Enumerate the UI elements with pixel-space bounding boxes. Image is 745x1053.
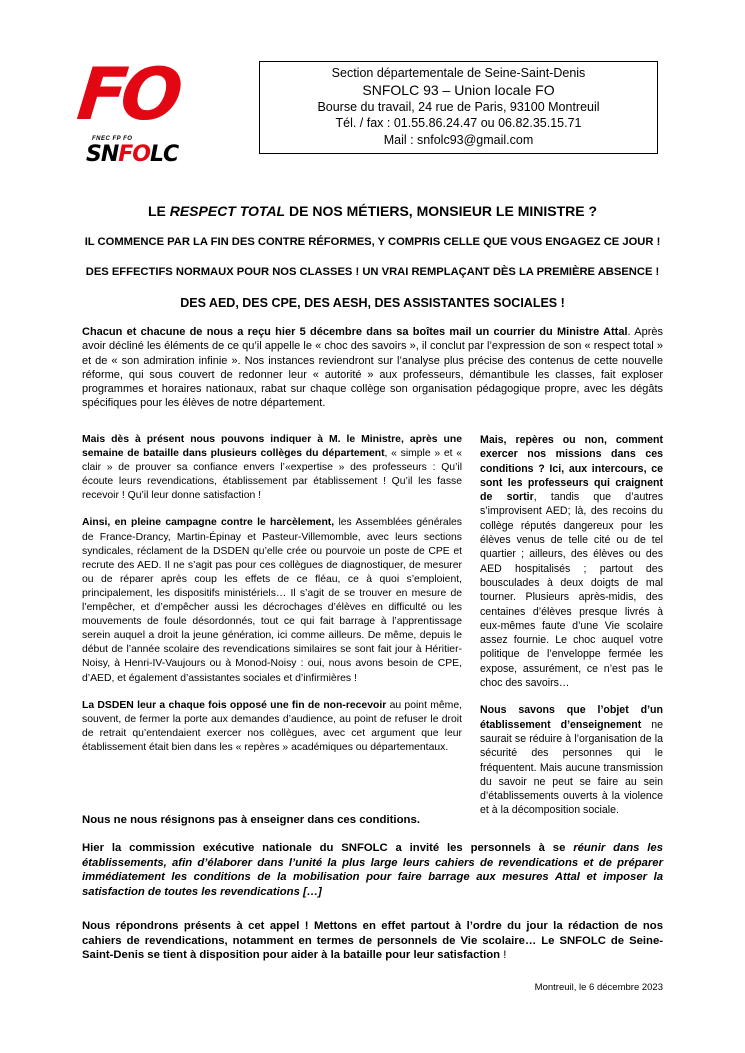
logo-fnec-label: FNEC FP FO: [92, 136, 133, 142]
header-address-line: Bourse du travail, 24 rue de Paris, 93100 Montreuil: [317, 99, 600, 114]
date-signature: Montreuil, le 6 décembre 2023: [534, 982, 663, 993]
right-p1-text: , tandis que d’autres s’improvisent AED; là, des recoins du collège réputés dangereux pour les élèves venus de telle cité ou de tel quartier ; ailleurs, des élèves ou des AED hospitalisés ; partout des bousculades à deux doigts de mal tourner. Plusieurs après-midis, des centaines d’élèves presque livrés à eux-mêmes faute d’une Vie scolaire assez fournie. Le choc auquel votre politique de l’enveloppe fermée les expose, assurément, ce n’est pas le choc des savoirs…: [480, 491, 663, 690]
fo-snfolc-logo: [73, 52, 188, 172]
intro-paragraph: [82, 325, 663, 411]
right-column: [480, 433, 663, 831]
logo-fo-letters: FO: [73, 52, 181, 136]
right-paragraph-1: [480, 433, 663, 690]
national-call-paragraph: [82, 841, 663, 899]
left-p2-bold: Ainsi, en pleine campagne contre le harcèlement,: [82, 517, 335, 529]
left-paragraph-2: [82, 516, 462, 685]
header-phone-line: Tél. / fax : 01.55.86.24.47 ou 06.82.35.15.71: [335, 116, 582, 130]
right-p2-text: ne saurait se réduire à l’organisation de la sécurité des personnes qui le fréquentent. Mais aucune transmission du savoir ne peut se faire au sein d’établissements ouverts à la violence et à la décomposition sociale.: [480, 718, 664, 817]
right-paragraph-2: [480, 703, 663, 817]
logo-snfolc-text: [86, 142, 178, 168]
main-title-part-c: DE NOS MÉTIERS, MONSIEUR LE MINISTRE ?: [285, 203, 598, 219]
logo-lc: LC: [150, 142, 179, 167]
intro-bold: Chacun et chacune de nous a reçu hier 5 décembre dans sa boîtes mail un courrier du Ministre Attal: [82, 326, 628, 338]
intro-text: . Après avoir décliné les éléments de ce qu’il appelle le « choc des savoirs », il conclut par l’expression de son « respect total » et de « son admiration infinie ». Nos instances reviendront sur l’analyse plus précise des contenus de cette nouvelle réforme, qui sous couvert de redonner leur « autorité » aux professeurs, démantibule les classes, fait exploser programmes et horaires nationaux, rabat sur chaque collège son organisation pédagogique propre, avec les dégâts spécifiques pour les élèves de notre département.: [82, 326, 663, 410]
left-p2-text: les Assemblées générales de France-Drancy, Martin-Épinay et Pasteur-Villemomble, avec leurs sections syndicales, réclament de la DSDEN qu’elle crée ou pourvoie un poste de CPE et recrute des AED. Il ne s’agit pas pour ces collègues de diagnostiquer, de mesurer ou de réparer après coup les effets de ce fléau, ce à quoi s’emploient, principalement, les dispositifs ministériels… Il s’agit de se trouver en mesure de l’empêcher, et d’empêcher aussi les décrochages d’élèves en difficulté ou les mouvements de foule désordonnés, tout ce qui fait barrage à l’apprentissage serein auquel a droit la jeune génération, ici comme ailleurs. De même, depuis le début de l’année scolaire des revendications similaires se sont fait jour à Héritier-Noisy, à Henri-IV-Vaujours ou à Monod-Noisy : oui, nous avons besoin de CPE, d’AED, et également d’assistantes sociales et d’infirmières !: [82, 517, 462, 684]
header-section-line: Section départementale de Seine-Saint-Denis: [331, 66, 586, 80]
left-p3-text: au point même, souvent, de fermer la porte aux demandes d’audience, au point de refuser le droit de retrait qu’entendaient exercer nos collègues, avec cet argument que leur établissement était bien dans les « repères » académiques ou départementaux.: [82, 699, 462, 753]
call-bold: Hier la commission exécutive nationale du SNFOLC a invité les personnels à se: [82, 842, 574, 854]
subtitle-2: DES EFFECTIFS NORMAUX POUR NOS CLASSES ! UN VRAI REMPLAÇANT DÈS LA PREMIÈRE ABSENCE !: [85, 266, 660, 278]
call-italic: réunir dans les établissements, afin d’élaborer dans l’unité la plus large leurs cahiers de revendications et de préparer immédiatement les conditions de la mobilisation pour faire barrage aux mesures Attal et imposer la satisfaction de toutes les revendications […]: [82, 842, 663, 898]
main-title-italic: RESPECT TOTAL: [169, 203, 286, 219]
refusal-bold: Nous ne nous résignons pas à enseigner dans ces conditions.: [82, 814, 421, 826]
subtitle-3: DES AED, DES CPE, DES AESH, DES ASSISTANTES SOCIALES !: [180, 296, 565, 310]
left-column: [82, 433, 462, 768]
refusal-statement: [82, 813, 663, 827]
header-union-line: SNFOLC 93 – Union locale FO: [362, 81, 555, 98]
left-p3-bold: La DSDEN leur a chaque fois opposé une fin de non-recevoir: [82, 699, 387, 711]
main-title: [0, 203, 745, 219]
contact-header-box: [259, 61, 658, 154]
left-paragraph-1: [82, 433, 462, 503]
logo-sn: SN: [86, 142, 119, 167]
logo-fo: FO: [118, 142, 150, 167]
answer-bold: Nous répondrons présents à cet appel ! Mettons en effet partout à l’ordre du jour la rédaction de nos cahiers de revendications, notamment en termes de personnels de Vie scolaire… Le SNFOLC de Seine-Saint-Denis se tient à disposition pour aider à la bataille pour leur satisfaction: [82, 920, 663, 962]
left-paragraph-3: [82, 699, 462, 755]
main-title-part-a: LE: [147, 203, 170, 219]
header-mail-line: Mail : snfolc93@gmail.com: [383, 132, 534, 147]
answer-text: !: [500, 949, 507, 962]
left-p1-bold: Mais dès à présent nous pouvons indiquer à M. le Ministre, après une semaine de bataille dans plusieurs collèges du département: [82, 434, 462, 460]
subtitle-1: IL COMMENCE PAR LA FIN DES CONTRE RÉFORMES, Y COMPRIS CELLE QUE VOUS ENGAGEZ CE JOUR !: [84, 236, 661, 248]
right-p2-bold: Nous savons que l’objet d’un établissement d’enseignement: [480, 704, 663, 731]
answer-paragraph: [82, 919, 663, 963]
left-p1-text: , « simple » et « clair » de prouver sa confiance envers l’«expertise » des professeurs : Qu’il écoute leurs revendications, établissement par établissement ! Qu’il les fasse recevoir ! Qu’il leur donne satisfaction !: [82, 448, 462, 502]
right-p1-bold: Mais, repères ou non, comment exercer nos missions dans ces conditions ? Ici, aux intercours, ce sont les professeurs qui craignent de sortir: [480, 434, 663, 504]
